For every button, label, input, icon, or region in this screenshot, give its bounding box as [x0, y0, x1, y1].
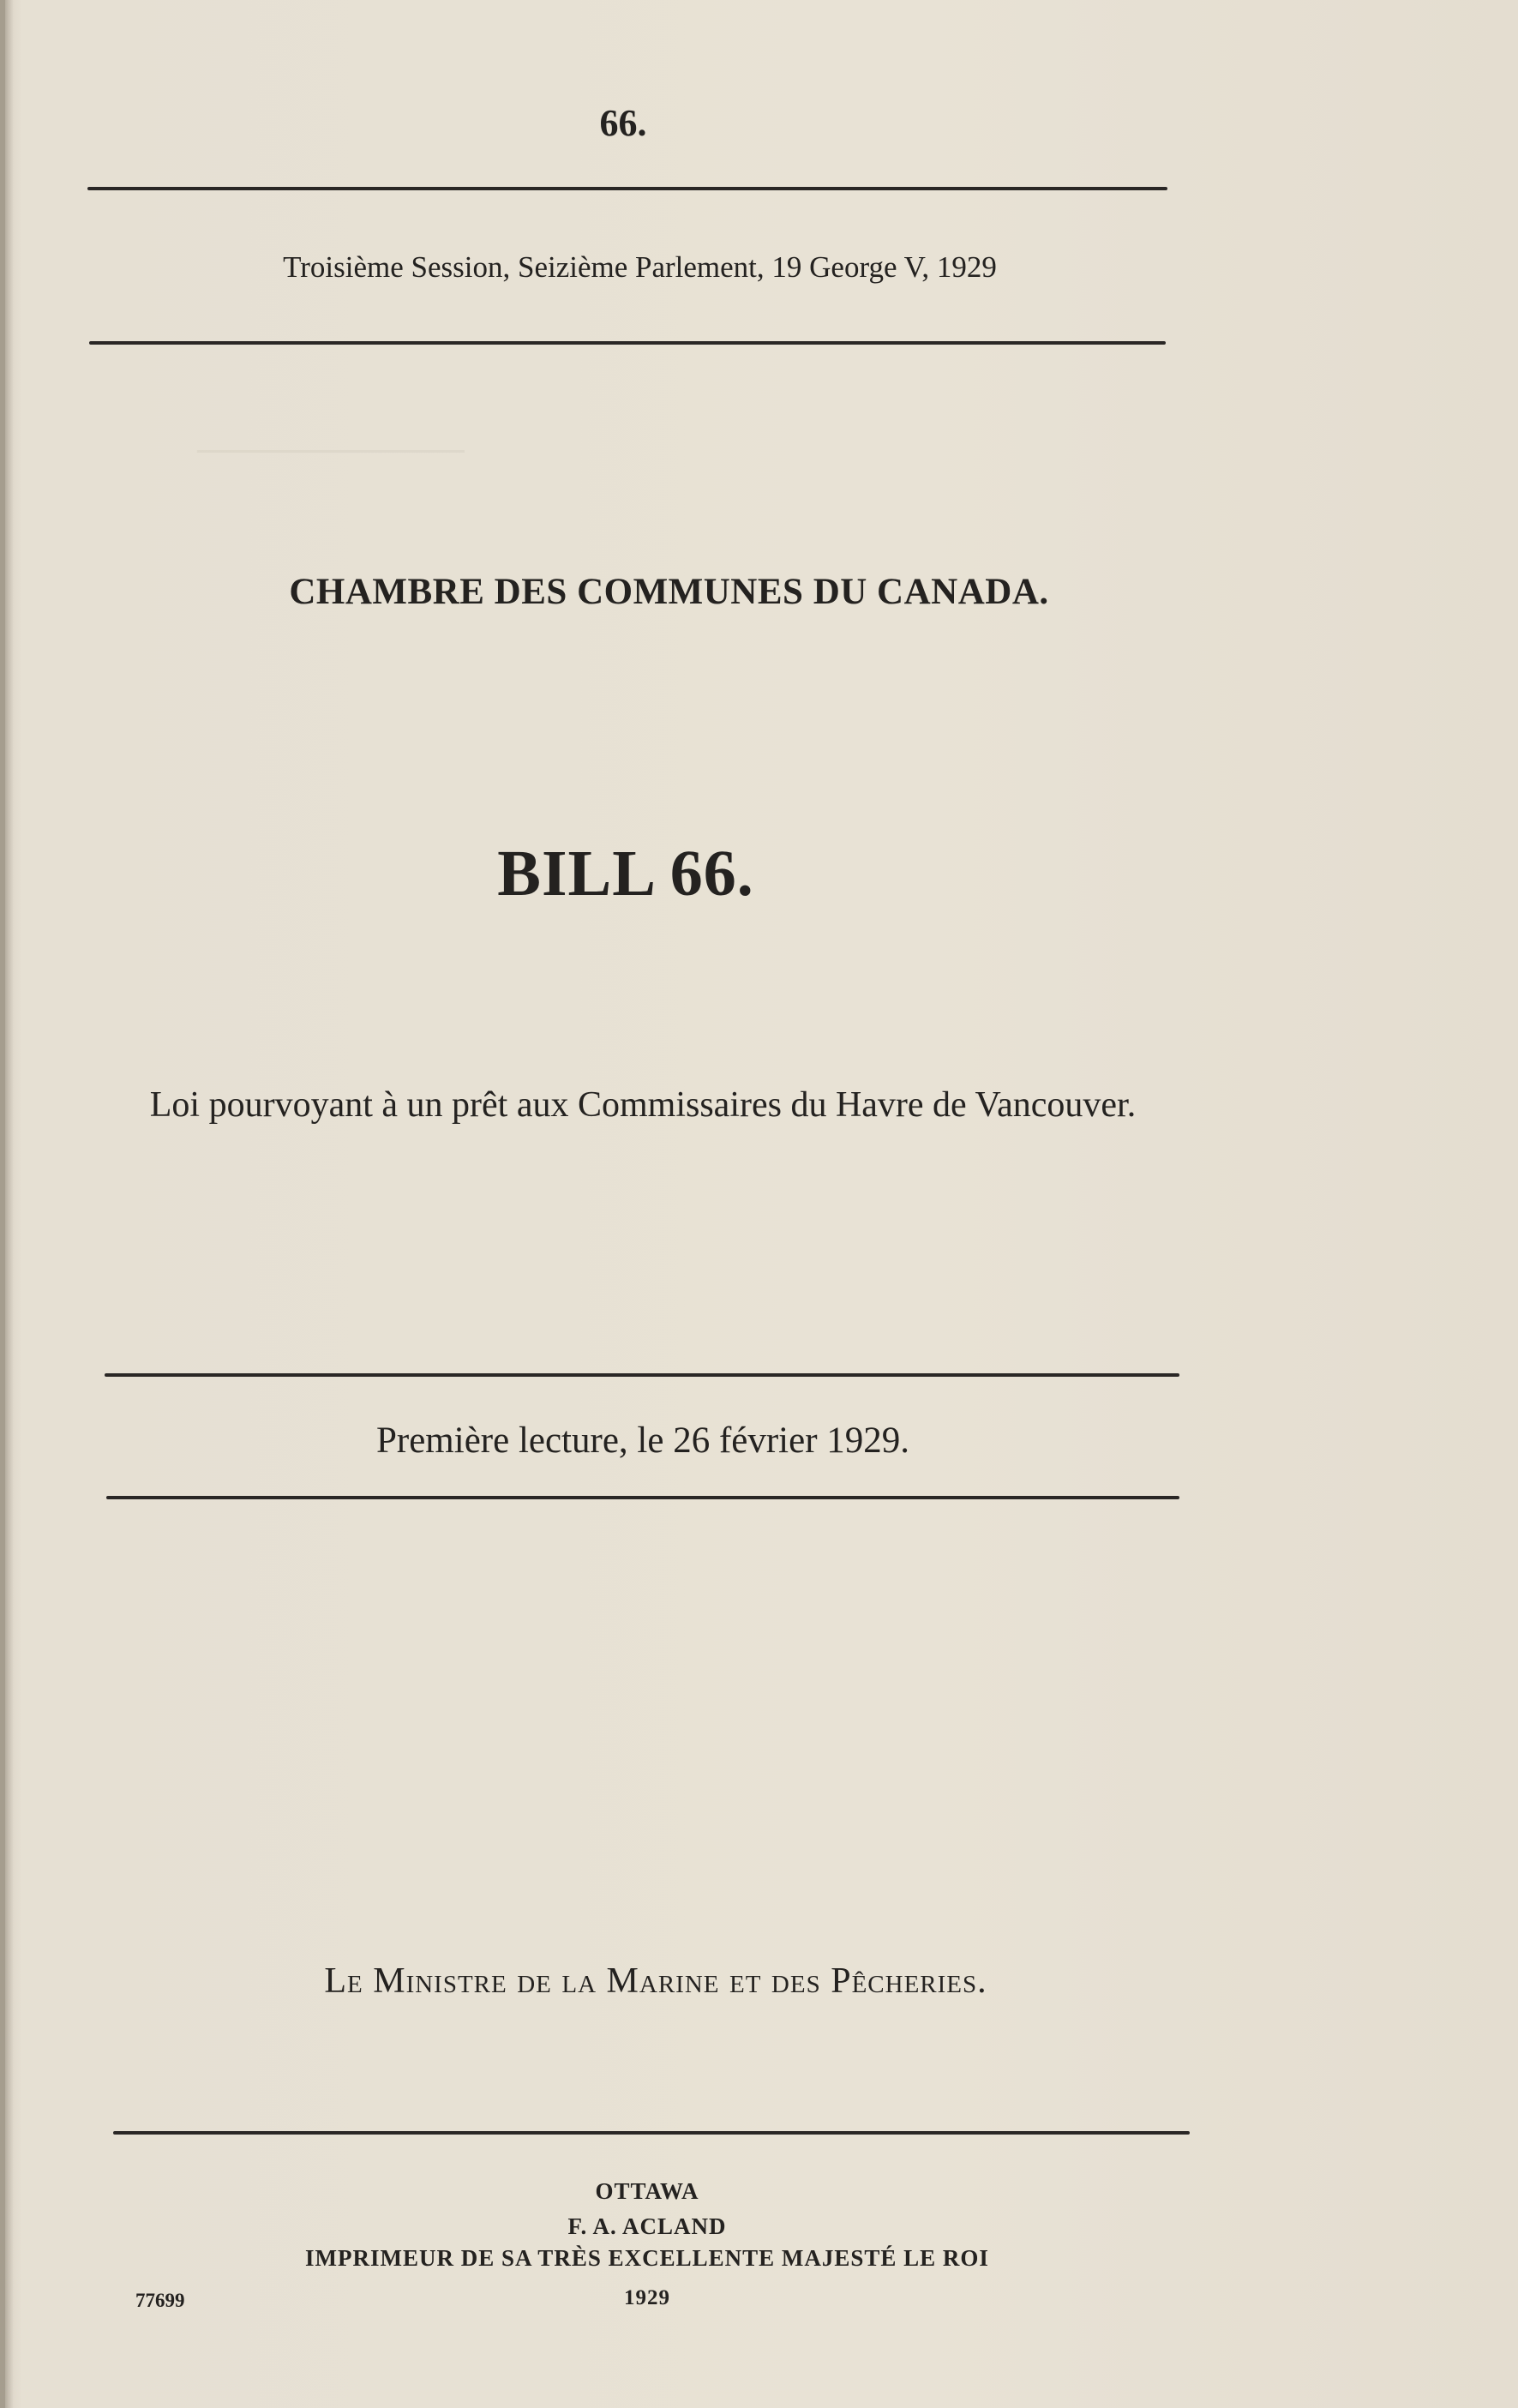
reading-top-rule [105, 1373, 1179, 1377]
act-title: Loi pourvoyant à un prêt aux Commissaires du Havre de Vancouver. [149, 1085, 1137, 1125]
bleed-through-texture: ────────── [197, 429, 465, 471]
print-number: 77699 [135, 2290, 185, 2311]
session-line: Troisième Session, Seizième Parlement, 19 George V, 1929 [283, 250, 997, 284]
chamber-heading: CHAMBRE DES COMMUNES DU CANADA. [289, 572, 1049, 612]
imprint-printer: F. A. ACLAND [567, 2213, 727, 2239]
imprint-printer-title: IMPRIMEUR DE SA TRÈS EXCELLENTE MAJESTÉ LE ROI [305, 2245, 989, 2271]
minister-line: Le Ministre de la Marine et des Pêcheries. [324, 1961, 987, 2001]
bill-number-header: 66. [599, 102, 647, 144]
imprint-year: 1929 [624, 2286, 670, 2309]
imprint-rule [113, 2131, 1190, 2135]
session-rule [89, 341, 1166, 345]
reading-bottom-rule [106, 1496, 1179, 1499]
imprint-city: OTTAWA [595, 2178, 699, 2204]
first-reading-line: Première lecture, le 26 février 1929. [375, 1420, 910, 1461]
top-rule [87, 187, 1167, 190]
binding-shadow [5, 0, 14, 2408]
bill-title: BILL 66. [497, 838, 754, 910]
